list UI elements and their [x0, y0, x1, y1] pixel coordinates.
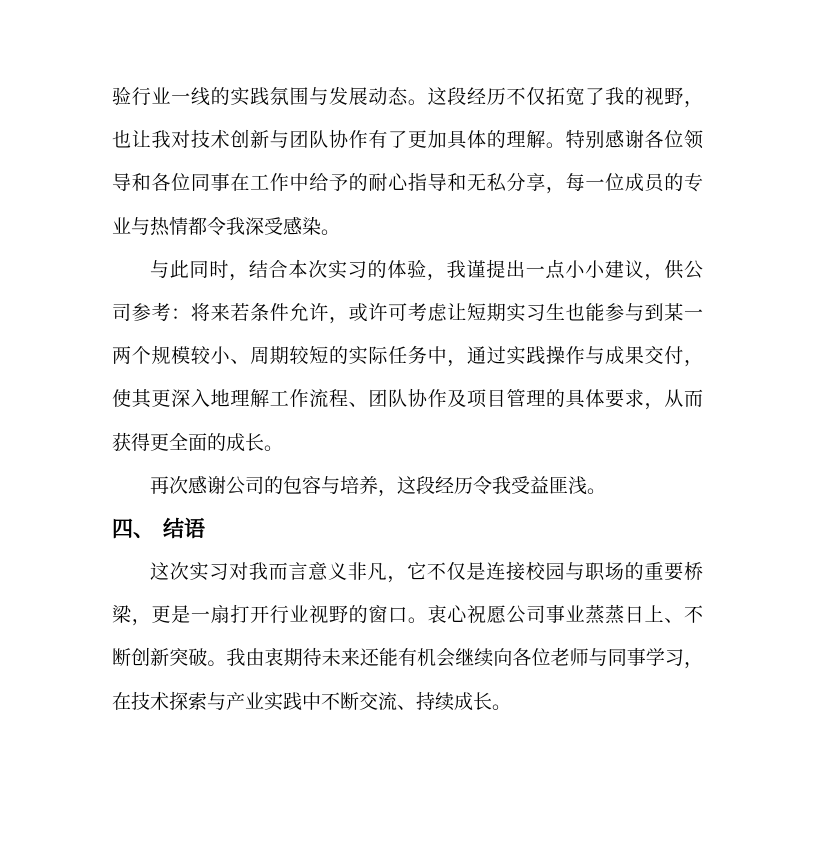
body-line: 两个规模较小、周期较短的实际任务中，通过实践操作与成果交付， — [112, 346, 703, 368]
body-line: 验行业一线的实践氛围与发展动态。这段经历不仅拓宽了我的视野， — [112, 87, 703, 108]
body-line: 业与热情都令我深受感染。 — [112, 216, 341, 238]
paragraph — [112, 465, 703, 508]
body-line: 使其更深入地理解工作流程、团队协作及项目管理的具体要求，从而 — [112, 389, 703, 411]
text-block — [112, 76, 703, 724]
section-heading-title: 结语 — [163, 517, 205, 541]
body-line: 也让我对技术创新与团队协作有了更加具体的理解。特别感谢各位领 — [112, 130, 703, 152]
body-line: 这次实习对我而言意义非凡，它不仅是连接校园与职场的重要桥 — [150, 562, 703, 584]
paragraph — [112, 249, 703, 465]
body-line: 导和各位同事在工作中给予的耐心指导和无私分享，每一位成员的专 — [112, 173, 703, 195]
body-line: 获得更全面的成长。 — [112, 432, 284, 454]
body-line: 与此同时，结合本次实习的体验，我谨提出一点小小建议，供公 — [150, 259, 703, 281]
section-heading-number: 四、 — [112, 517, 154, 541]
body-line: 再次感谢公司的包容与培养，这段经历令我受益匪浅。 — [150, 475, 607, 497]
section-heading — [112, 508, 703, 551]
body-line: 在技术探索与产业实践中不断交流、持续成长。 — [112, 691, 512, 713]
paragraph — [112, 551, 703, 724]
body-line: 断创新突破。我由衷期待未来还能有机会继续向各位老师与同事学习， — [112, 648, 703, 670]
body-line: 梁，更是一扇打开行业视野的窗口。衷心祝愿公司事业蒸蒸日上、不 — [112, 605, 703, 627]
body-line: 司参考：将来若条件允许，或许可考虑让短期实习生也能参与到某一 — [112, 302, 703, 324]
paragraph — [112, 76, 703, 249]
